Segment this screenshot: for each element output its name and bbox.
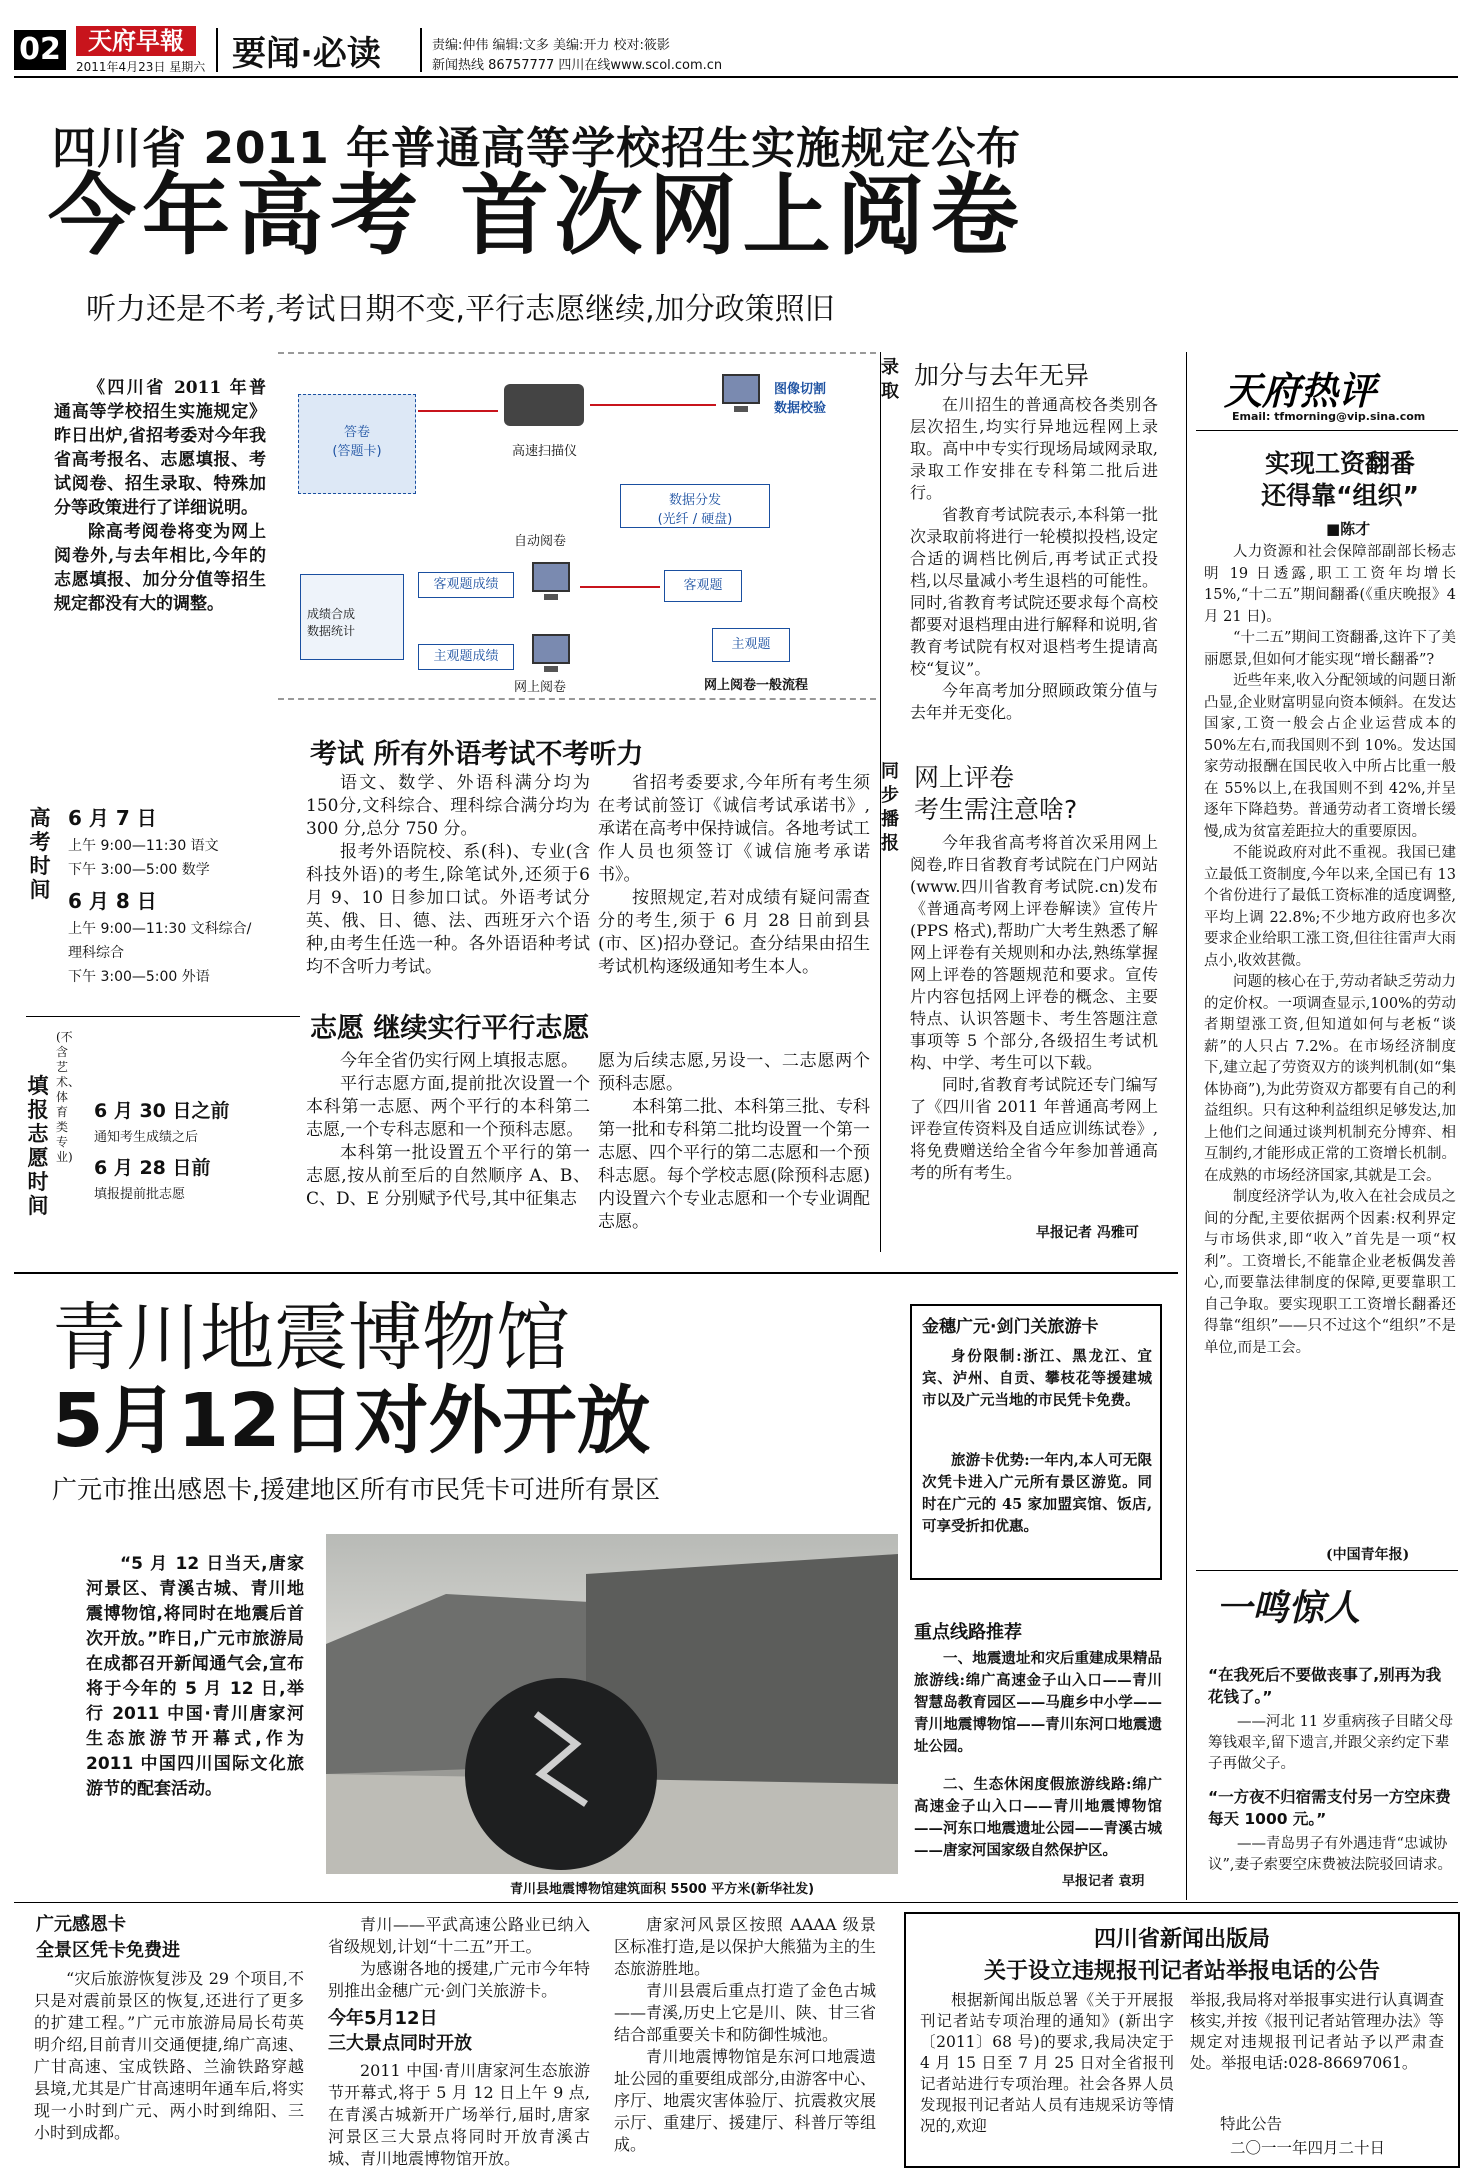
bottom-col-3: 唐家河风景区按照 AAAA 级景区标准打造,是以保护大熊猫为主的生态旅游胜地。 青川县震后重点打造了金色古城——青溪,历史上它是川、陕、甘三省结合部重要关卡和防御性城池。 青川地震博物馆是东河口地震遗址公园的重要组成部分,由游客中心、序厅、地震灾害体验厅、抗震救灾展示厅、重建厅、援建厅、科普厅等组成。 xyxy=(614,1915,876,2154)
story1-lead: 《四川省 2011 年普通高等学校招生实施规定》昨日出炉,省招考委对今年我省高考报名、志愿填报、考试阅卷、招生录取、特殊加分等政策进行了详细说明。 除高考阅卷将变为网上阅卷外,与去年相比,今年的志愿填报、加分分值等招生规定都没有大的调整。 xyxy=(54,378,266,614)
online-marking-body: 今年我省高考将首次采用网上阅卷,昨日省教育考试院在门户网站(www.四川省教育考试院.cn)发布《普通高考网上评卷解读》宣传片(PPS 格式),帮助广大考生熟悉了解网上评卷有关规则和办法,熟练掌握网上评卷的答题规范和要求。宣传片内容包括网上评卷的概念、主要特点、认识答题卡、考生答题注意事项等 5 个部分,各级招生考试机构、中学、考生可以下载。 同时,省教育考试院还专门编写了《四川省 2011 年普通高考网上评卷宣传资料及自适应训练试卷》,将免费赠送给全省今年参加普通高考的所有考生。 xyxy=(910,833,1158,1182)
date-june-30: 6 月 30 日之前 xyxy=(94,1100,230,1122)
three-sites-title: 今年5月12日 三大景点同时开放 xyxy=(328,2008,472,2054)
volunteer-col-2: 愿为后续志愿,另设一、二志愿两个预科志愿。 本科第二批、本科第三批、专科第一批和专科第二批均设置一个第一志愿、四个平行的第二志愿和一个预科志愿。每个学校志愿(除预科志愿)内设置六个专业志愿和一个专业调配志愿。 xyxy=(598,1051,870,1232)
notice-date: 二〇一一年四月二十日 xyxy=(1230,2139,1386,2157)
computer-icon xyxy=(722,374,760,404)
schedule-item: 理科综合 xyxy=(68,945,124,961)
museum-photo-art xyxy=(326,1534,898,1874)
story2-lead: “5 月 12 日当天,唐家河景区、青溪古城、青川地震博物馆,将同时在地震后首次开放。”昨日,广元市旅游局在成都召开新闻通气会,宣布将于今年的 5 月 12 日,举行 2011 中国·青川唐家河生态旅游节开幕式,作为 2011 中国四川国际文化旅游节的配套活动。 xyxy=(86,1554,304,1799)
paper-logo: 天府早報 xyxy=(76,26,196,56)
admission-body: 在川招生的普通高校各类别各层次招生,均实行异地远程网上录取。高中中专实行现场局域网录取,录取工作安排在专科第二批后进行。 省教育考试院表示,本科第一批次录取前将进行一轮模拟投档,设定合适的调档比例后,再考试正式投档,以尽量减小考生退档的可能性。同时,省教育考试院还要求每个高校都要对退档理由进行解释和说明,省教育考试院有权对退档考生提请高校“复议”。 今年高考加分照顾政策分值与去年并无变化。 xyxy=(910,395,1158,722)
gratitude-card-title: 广元感恩卡 全景区凭卡免费进 xyxy=(36,1914,180,1961)
schedule-item: 通知考生成绩之后 xyxy=(94,1130,199,1145)
volunteer-note: (不含艺术、体育类专业) xyxy=(56,1030,81,1164)
notice-sign: 特此公告 xyxy=(1220,2115,1283,2133)
sync-report-label: 同步播报 xyxy=(881,761,899,854)
reading-flow-diagram xyxy=(278,352,876,700)
volunteer-timeline xyxy=(94,1096,294,1202)
notice-col-1: 根据新闻出版总署《关于开展报刊记者站专项治理的通知》(新出字〔2011〕68 号)的要求,我局决定于 4 月 15 日至 7 月 25 日对全省报刊记者站进行专项治理。社会各界人员发现报刊记者站人员有违规采访等情况的,欢迎 xyxy=(920,1991,1174,2135)
scanner-icon xyxy=(504,384,584,426)
section-title: 要闻·必读 xyxy=(232,34,381,74)
card-title: 金穗广元·剑门关旅游卡 xyxy=(922,1317,1099,1337)
story1-headline: 今年高考 首次网上阅卷 xyxy=(48,164,1025,267)
objective-box: 客观题 xyxy=(664,570,742,602)
schedule-item: 下午 3:00—5:00 数学 xyxy=(68,862,210,878)
commentary-body: 人力资源和社会保障部副部长杨志明 19 日透露,职工工资年均增长 15%,“十二五”期间翻番(《重庆晚报》4 月 21 日)。 “十二五”期间工资翻番,这许下了美丽愿景,但如何才能实现“增长翻番”? 近些年来,收入分配领域的问题日渐凸显,企业财富明显向资本倾斜。在发达国家,工资一般会占企业运营成本的 50%左右,而我国则不到 10%。发达国家劳动报酬在国民收入中所占比重一般在 55%以上,在我国则不到 42%,并呈逐年下降趋势。普通劳动者工资增长缓慢,成为贫富差距拉大的重要原因。 不能说政府对此不重视。我国已建立最低工资制度,今年以来,全国已有 13 个省份进行了最低工资标准的适度调整,平均上调 22.8%;不少地方政府也多次要求企业给职工涨工资,但往往雷声大雨点小,收效甚微。 问题的核心在于,劳动者缺乏劳动力的定价权。一项调查显示,100%的劳动者期望涨工资,但知道如何与老板“谈薪”的人只占 7.2%。在市场经济制度下,建立起了劳资双方的谈判机制(如“集体协商”),为此劳资双方都要有自己的利益组织。只有这种利益组织足够发达,加上他们之间通过谈判机制充分博弈、相互制约,才能形成正常的工资增长机制。在成熟的市场经济国家,其就是工会。 制度经济学认为,收入在社会成员之间的分配,主要依据两个因素:权利界定与市场供求,即“收入”首先是一项“权利”。工资增长,不能靠企业老板偶发善心,而要靠法律制度的保障,更要靠职工自己争取。要实现职工工资增长翻番还得靠“组织”——只不过这个“组织”不是单位,而是工会。 xyxy=(1204,544,1456,1356)
quote-1-note: ——河北 11 岁重病孩子目睹父母筹钱艰辛,留下遗言,并跟父亲约定下辈子再做父子。 xyxy=(1208,1714,1454,1772)
obj-score-box: 客观题成绩 xyxy=(418,572,514,598)
issue-date: 2011年4月23日 星期六 xyxy=(76,60,206,74)
notice-title: 关于设立违规报刊记者站举报电话的公告 xyxy=(983,1959,1380,1984)
exam-time-label: 高考时间 xyxy=(29,806,51,902)
story1-subhead: 听力还是不考,考试日期不变,平行志愿继续,加分政策照旧 xyxy=(86,292,835,327)
notice-org: 四川省新闻出版局 xyxy=(1093,1927,1270,1952)
schedule-item: 下午 3:00—5:00 外语 xyxy=(68,969,210,985)
story2-headline-1: 青川地震博物馆 xyxy=(52,1295,570,1381)
story2-byline: 早报记者 袁玥 xyxy=(1062,1874,1145,1889)
staff-credits: 责编:仲伟 编辑:文多 美编:开力 校对:筱影 xyxy=(432,38,670,53)
volunteer-time-label: 填报志愿时间 xyxy=(27,1074,49,1218)
commentary-logo: 天府热评 xyxy=(1224,369,1377,413)
auto-label: 自动阅卷 xyxy=(514,534,567,549)
page-number: 02 xyxy=(14,30,66,70)
tourism-card-box xyxy=(910,1304,1162,1580)
date-june-7: 6 月 7 日 xyxy=(68,806,157,830)
masthead xyxy=(0,0,1472,78)
volunteer-col-1: 今年全省仍实行网上填报志愿。 平行志愿方面,提前批次设置一个本科第一志愿、两个平行的本科第二志愿,一个专科志愿和一个预科志愿。 本科第一批设置五个平行的第一志愿,按从前至后的自然顺序 A、B、C、D、E 分别赋予代号,其中征集志 xyxy=(306,1051,590,1209)
bottom-col-2: 青川——平武高速公路业已纳入省级规划,计划“十二五”开工。 为感谢各地的援建,广元市今年特别推出金穗广元·剑门关旅游卡。 今年5月12日 三大景点同时开放 2011 中国·青川唐家河生态旅游节开幕式,将于 5 月 12 日上午 9 点,在青溪古城新开广场举行,届时,唐家河景区三大景点将同时开放青溪古城、青川地震博物馆开放。 xyxy=(328,1915,590,2168)
story2-subhead: 广元市推出感恩卡,援建地区所有市民凭卡可进所有景区 xyxy=(52,1475,660,1504)
house-icon xyxy=(300,574,404,660)
schedule-item: 填报提前批志愿 xyxy=(94,1187,186,1202)
admission-title: 加分与去年无异 xyxy=(914,361,1090,390)
route-1: 一、地震遗址和灾后重建成果精品旅游线:绵广高速金子山入口——青川智慧岛教育园区——马鹿乡中小学——青川地震博物馆——青川东河口地震遗址公园。 xyxy=(914,1650,1162,1755)
exam-col-1: 语文、数学、外语科满分均为150分,文科综合、理科综合满分均为300 分,总分 750 分。 报考外语院校、系(科)、专业(含科技外语)的考生,除笔试外,还须于6 月 9、10 日参加口试。外语考试分英、俄、日、德、法、西班牙六个语种,由考生任选一种。各外语语种考试均不含听力考试。 xyxy=(306,773,590,977)
merge-label: 成绩合成 数据统计 xyxy=(307,607,356,638)
diagram-caption: 网上阅卷一般流程 xyxy=(704,678,809,693)
cut-label: 图像切割 数据校验 xyxy=(774,382,827,416)
volunteer-section-title: 志愿 继续实行平行志愿 xyxy=(310,1013,590,1044)
card-limit: 身份限制:浙江、黑龙江、宜宾、泸州、自贡、攀枝花等援建城市以及广元当地的市民凭卡免费。 xyxy=(922,1348,1152,1409)
schedule-item: 上午 9:00—11:30 语文 xyxy=(68,838,219,854)
flow-arrow xyxy=(590,404,716,406)
photo-caption: 青川县地震博物馆建筑面积 5500 平方米(新华社发) xyxy=(510,1882,815,1897)
notice-box xyxy=(904,1912,1460,2168)
story2-headline-2: 5月12日对外开放 xyxy=(52,1378,651,1464)
subjective-box: 主观题 xyxy=(712,628,790,662)
exam-section-title: 考试 所有外语考试不考听力 xyxy=(310,739,644,770)
admission-label: 录取 xyxy=(881,357,899,402)
quote-logo: 一鸣惊人 xyxy=(1216,1588,1361,1629)
flow-arrow xyxy=(580,586,660,588)
dispatch-box: 数据分发 (光纤 / 硬盘) xyxy=(620,484,770,528)
date-june-8: 6 月 8 日 xyxy=(68,889,157,913)
commentary-title: 实现工资翻番 还得靠“组织” xyxy=(1261,449,1419,510)
quote-2: “一方夜不归宿需支付另一方空床费每天 1000 元。” xyxy=(1208,1788,1451,1828)
server-icon-1 xyxy=(532,562,570,592)
hotline: 新闻热线 86757777 四川在线www.scol.com.cn xyxy=(432,58,723,73)
card-advantage: 旅游卡优势:一年内,本人可无限次凭卡进入广元所有景区游览。同时在广元的 45 家加盟宾馆、饭店,可享受折扣优惠。 xyxy=(922,1452,1152,1535)
exam-col-2: 省招考委要求,今年所有考生须在考试前签订《诚信考试承诺书》,承诺在高考中保持诚信。各地考试工作人员也须签订《诚信施考承诺书》。 按照规定,若对成绩有疑问需查分的考生,须于 6 月 28 日前到县(市、区)招办登记。查分结果由招生考试机构逐级通知考生本人。 xyxy=(598,773,870,977)
bottom-col-1: “灾后旅游恢复涉及 29 个项目,不只是对震前景区的恢复,还进行了更多的扩建工程。”广元市旅游局局长苟英明介绍,目前青川交通便捷,绵广高速、广甘高速、宝成铁路、兰渝铁路穿越县境,尤其是广甘高速明年通车后,将实现一小时到广元、两小时到绵阳、三小时到成都。 xyxy=(34,1969,304,2142)
museum-photo xyxy=(326,1534,898,1874)
commentary-author: ■陈才 xyxy=(1326,520,1371,538)
quote-2-note: ——青岛男子有外遇违背“忠诚协议”,妻子索要空床费被法院驳回请求。 xyxy=(1208,1836,1453,1873)
subj-score-box: 主观题成绩 xyxy=(418,644,514,670)
online-marking-title: 网上评卷 考生需注意啥? xyxy=(914,763,1078,824)
schedule-item: 上午 9:00—11:30 文科综合/ xyxy=(68,921,252,937)
notice-col-2: 举报,我局将对举报事实进行认真调查核实,并按《报刊记者站管理办法》等规定对违规报刊记者站予以严肃查处。举报电话:028-86697061。 xyxy=(1190,1991,1444,2072)
story1-byline: 早报记者 冯雅可 xyxy=(1036,1225,1139,1241)
commentary-source: (中国青年报) xyxy=(1326,1547,1410,1563)
answer-sheet-box: 答卷 (答题卡) xyxy=(298,394,416,494)
route-2: 二、生态休闲度假旅游线路:绵广高速金子山入口——青川地震博物馆——河东口地震遗址公园——青溪古城——唐家河国家级自然保护区。 xyxy=(914,1776,1162,1859)
commentary-email: Email: tfmorning@vip.sina.com xyxy=(1232,410,1426,423)
story1-kicker: 四川省 2011 年普通高等学校招生实施规定公布 xyxy=(52,123,1022,174)
exam-timeline xyxy=(68,802,308,986)
online-label: 网上阅卷 xyxy=(514,680,567,695)
routes-title: 重点线路推荐 xyxy=(914,1622,1022,1643)
quote-1: “在我死后不要做丧事了,别再为我花钱了。” xyxy=(1208,1666,1442,1706)
server-icon-2 xyxy=(532,634,570,664)
scanner-label: 高速扫描仪 xyxy=(512,444,578,459)
date-june-28: 6 月 28 日前 xyxy=(94,1157,211,1179)
flow-arrow xyxy=(418,410,498,412)
